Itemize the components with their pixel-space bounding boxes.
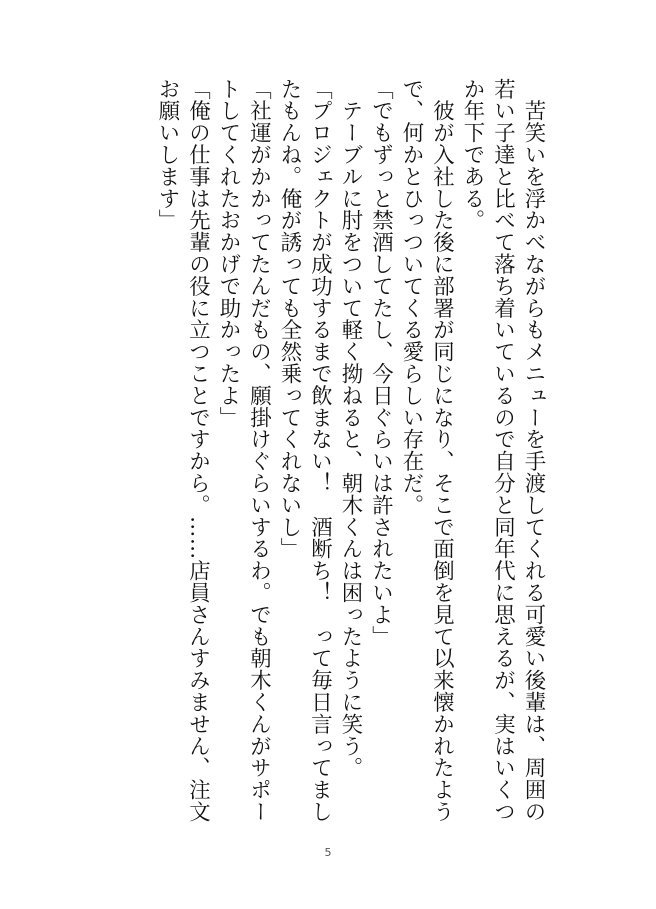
paragraph-narration-3: テーブルに肘をついて軽く拗ねると、朝木くんは困ったように笑う。 [338, 78, 363, 779]
page-number: 5 [324, 846, 332, 859]
paragraph-dialogue-2: 「プロジェクトが成功するまで飲まない！ 酒断ち！ って毎日言ってましたもんね。俺が誘っても全然乗ってくれないし」 [277, 78, 333, 823]
paragraph-dialogue-4: 「俺の仕事は先輩の役に立つことですから。……店員さんすみません、注文お願いします」 [155, 78, 211, 823]
paragraph-narration-1: 苦笑いを浮かべながらもメニューを手渡してくれる可愛い後輩は、周囲の若い子達と比べて落ち着いているので自分と同年代に思えるが、実はいくつか年下である。 [460, 78, 546, 823]
vertical-text-body [88, 78, 548, 838]
paragraph-dialogue-1: 「でもずっと禁酒してたし、今日ぐらいは許されたいよ」 [368, 78, 394, 648]
paragraph-dialogue-3: 「社運がかかってたんだもの、願掛けぐらいするわ。でも朝木くんがサポートしてくれたおかげで助かったよ」 [216, 78, 272, 823]
paragraph-narration-2: 彼が入社した後に部署が同じになり、そこで面倒を見て以来懐かれたようで、何かとひっついてくる愛らしい存在だ。 [399, 78, 455, 823]
